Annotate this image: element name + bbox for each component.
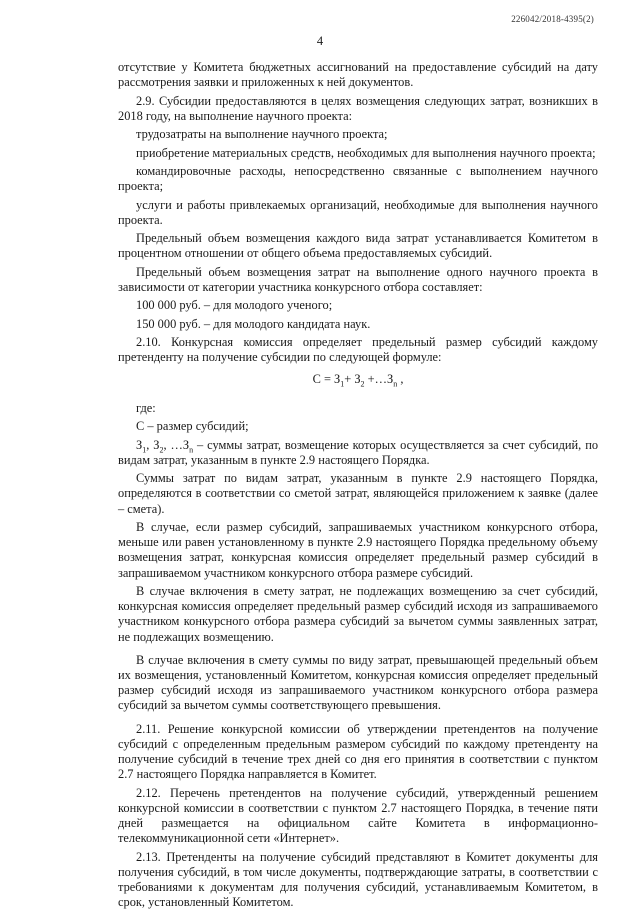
formula-subscript: n	[189, 444, 194, 454]
formula-part: – суммы затрат, возмещение которых осуществляется за счет субсидий, по видам затрат, указанным в пункте 2.9 настоящего Порядка.	[118, 437, 599, 467]
paragraph: командировочные расходы, непосредственно связанные с выполнением научного проекта;	[118, 163, 598, 194]
paragraph: 2.12. Перечень претендентов на получение субсидий, утвержденный решением конкурсной комиссии в соответствии с пунктом 2.7 настоящего Порядка, в течение пяти дней размещается на официальном сайте Комитета в информационно-телекоммуникационной сети «Интернет».	[118, 785, 598, 846]
formula-part: +…З	[364, 371, 394, 386]
where-label: где:	[136, 400, 156, 415]
formula-subscript: 2	[159, 444, 164, 454]
paragraph: трудозатраты на выполнение научного проекта;	[136, 127, 388, 142]
paragraph: В случае включения в смету затрат, не подлежащих возмещению за счет субсидий, конкурсная комиссия определяет предельный размер субсидий исходя из запрашиваемого участником конкурсного отбора размера субсидий за вычетом суммы заявленных затрат, не подлежащих возмещению.	[118, 583, 598, 644]
paragraph: В случае включения в смету суммы по виду затрат, превышающей предельный объем их возмещения, установленный Комитетом, конкурсная комиссия определяет предельный размер субсидий исходя из запрашиваемого участником конкурсного отбора размера субсидий за вычетом суммы соответствующего превышения.	[118, 652, 598, 713]
paragraph: 2.9. Субсидии предоставляются в целях возмещения следующих затрат, возникших в 2018 году, на выполнение научного проекта:	[118, 93, 598, 123]
formula-subscript: 1	[142, 444, 147, 454]
subsidy-formula	[118, 372, 598, 387]
formula-part: , З	[146, 437, 160, 452]
paragraph: 2.10. Конкурсная комиссия определяет предельный размер субсидий каждому претенденту на получение субсидии по следующей формуле:	[118, 335, 598, 365]
paragraph: приобретение материальных средств, необходимых для выполнения научного проекта;	[136, 145, 596, 160]
formula-part: С = З	[312, 371, 341, 386]
document-id: 226042/2018-4395(2)	[511, 14, 594, 24]
formula-definition: С – размер субсидий;	[136, 419, 249, 434]
formula-subscript: n	[393, 379, 398, 388]
formula-part: + З	[344, 371, 361, 386]
paragraph: 150 000 руб. – для молодого кандидата наук.	[136, 316, 371, 331]
paragraph: 100 000 руб. – для молодого ученого;	[136, 298, 333, 313]
paragraph: 2.13. Претенденты на получение субсидий представляют в Комитет документы для получения субсидий, в том числе документы, подтверждающие затраты, в соответствии с требованиями к документам для получения субсидий, устанавливаемым Комитетом, в срок, установленный Комитетом.	[118, 849, 598, 910]
page-number: 4	[316, 34, 324, 48]
paragraph: Предельный объем возмещения затрат на выполнение одного научного проекта в зависимости от категории участника конкурсного отбора составляет:	[118, 264, 598, 294]
formula-part: ,	[397, 371, 404, 386]
formula-subscript: 2	[360, 379, 365, 388]
formula-subscript: 1	[340, 379, 345, 388]
paragraph: отсутствие у Комитета бюджетных ассигнований на предоставление субсидий на дату рассмотрения заявки и приложенных к ней документов.	[118, 60, 598, 90]
formula-part: , …З	[163, 437, 190, 452]
formula-part: З	[136, 437, 143, 452]
formula-definition	[118, 438, 598, 468]
document-body	[118, 60, 598, 914]
paragraph: 2.11. Решение конкурсной комиссии об утверждении претендентов на получение субсидий с определенным предельным размером субсидий по каждому претенденту на получение субсидий в течение трех дней со дня его принятия в соответствии с пунктом 2.7 настоящего Порядка направляется в Комитет.	[118, 721, 598, 782]
paragraph: Предельный объем возмещения каждого вида затрат устанавливается Комитетом в процентном отношении от общего объема предоставляемых субсидий.	[118, 231, 598, 261]
paragraph: В случае, если размер субсидий, запрашиваемых участником конкурсного отбора, меньше или равен установленному в пункте 2.9 настоящего Порядка предельному объему возмещения затрат, конкурсная комиссия определяет предельный размер субсидий в запрашиваемом участником конкурсного отбора размере субсидий.	[118, 519, 598, 580]
paragraph: Суммы затрат по видам затрат, указанным в пункте 2.9 настоящего Порядка, определяются в соответствии со сметой затрат, являющейся приложением к заявке (далее – смета).	[118, 471, 598, 516]
paragraph: услуги и работы привлекаемых организаций, необходимые для выполнения научного проекта.	[118, 197, 598, 227]
